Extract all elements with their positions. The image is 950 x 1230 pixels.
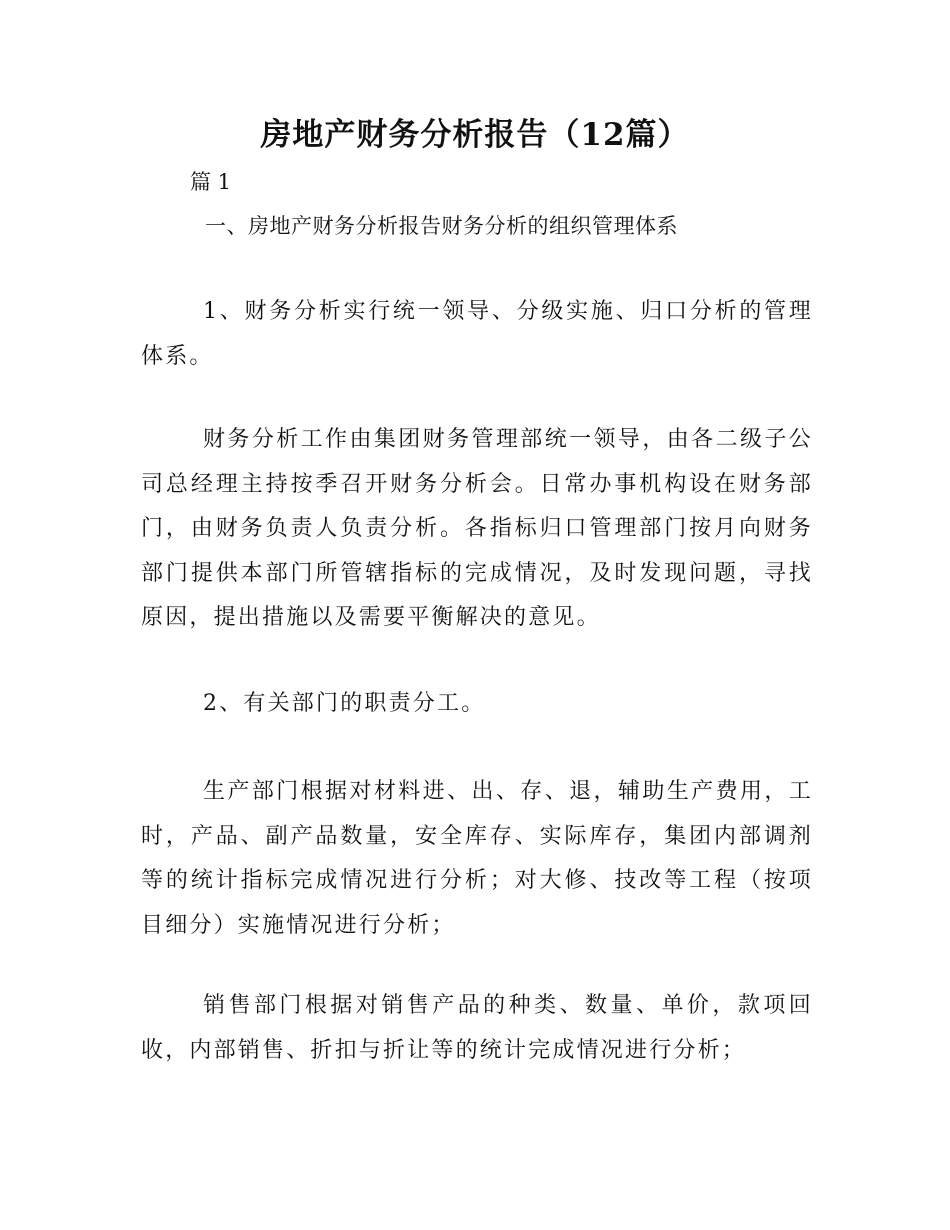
chapter-label: 篇 1 bbox=[190, 170, 232, 194]
section-heading: 一、房地产财务分析报告财务分析的组织管理体系 bbox=[205, 214, 678, 238]
paragraph-1: 1、财务分析实行统一领导、分级实施、归口分析的管理体系。 bbox=[141, 299, 813, 369]
paragraph-3: 2、有关部门的职责分工。 bbox=[203, 691, 486, 716]
paragraph-4: 生产部门根据对材料进、出、存、退，辅助生产费用，工时，产品、副产品数量，安全库存、实际库存，集团内部调剂等的统计指标完成情况进行分析；对大修、技改等工程（按项目细分）实施情况进行分析； bbox=[141, 779, 813, 938]
paragraph-5: 销售部门根据对销售产品的种类、数量、单价，款项回收，内部销售、折扣与折让等的统计完成情况进行分析； bbox=[141, 993, 813, 1063]
document-title: 房地产财务分析报告（12篇） bbox=[260, 117, 690, 153]
paragraph-2: 财务分析工作由集团财务管理部统一领导，由各二级子公司总经理主持按季召开财务分析会。日常办事机构设在财务部门，由财务负责人负责分析。各指标归口管理部门按月向财务部门提供本部门所管辖指标的完成情况，及时发现问题，寻找原因，提出措施以及需要平衡解决的意见。 bbox=[141, 427, 813, 630]
